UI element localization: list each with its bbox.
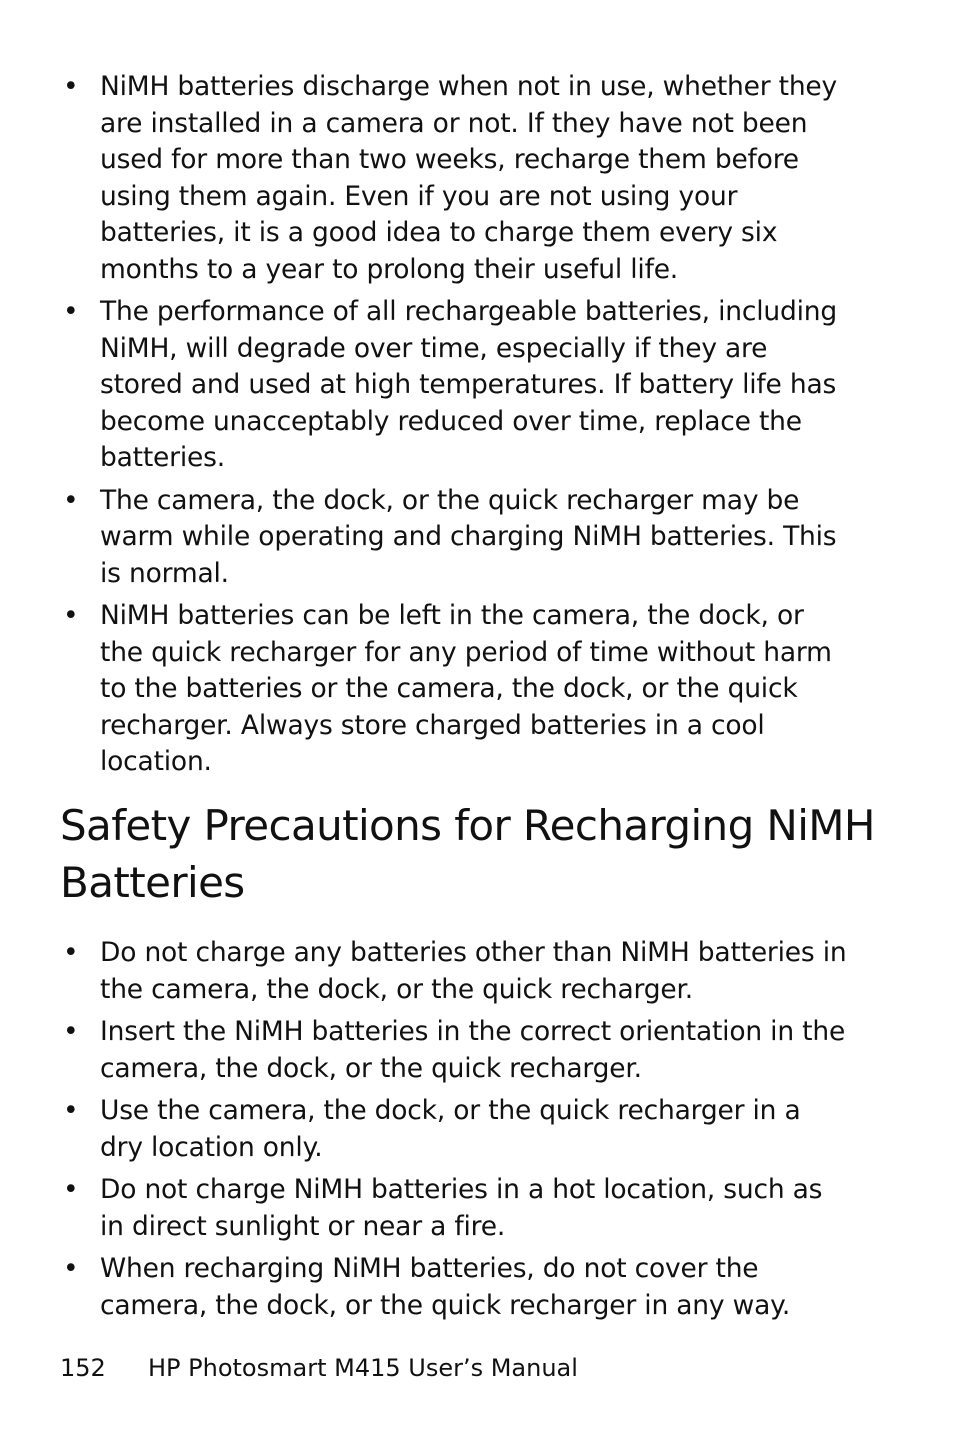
list-item-text: The camera, the dock, or the quick recharger may be warm while operating and charging NiMH batteries. This is normal. bbox=[100, 484, 837, 589]
list-item-text: Insert the NiMH batteries in the correct orientation in the camera, the dock, or the quick recharger. bbox=[100, 1016, 846, 1084]
list-item-text: Do not charge any batteries other than NiMH batteries in the camera, the dock, or the quick recharger. bbox=[100, 937, 847, 1005]
safety-precautions-list bbox=[60, 935, 850, 1330]
list-item bbox=[60, 69, 850, 288]
bullet: • bbox=[63, 1253, 79, 1284]
page-number: 152 bbox=[60, 1354, 106, 1382]
list-item bbox=[60, 1251, 850, 1324]
list-item bbox=[60, 483, 850, 593]
list-item bbox=[60, 1172, 850, 1245]
list-item-text: NiMH batteries discharge when not in use, whether they are installed in a camera or not. If they have not been used for more than two weeks, recharge them before using them again. Even if you are not using your batteries, it is a good idea to charge them every six months to a year to prolong their useful life. bbox=[100, 71, 838, 285]
list-item-text: The performance of all rechargeable batteries, including NiMH, will degrade over time, especially if they are stored and used at high temperatures. If battery life has become unacceptably reduced over time, replace the batteries. bbox=[100, 296, 837, 473]
list-item bbox=[60, 598, 850, 781]
battery-tips-list bbox=[60, 69, 850, 787]
list-item bbox=[60, 1093, 850, 1166]
list-item bbox=[60, 935, 850, 1008]
list-item-text: Use the camera, the dock, or the quick recharger in a dry location only. bbox=[100, 1095, 801, 1163]
list-item-text: Do not charge NiMH batteries in a hot location, such as in direct sunlight or near a fire. bbox=[100, 1174, 823, 1242]
bullet: • bbox=[63, 1016, 79, 1047]
bullet: • bbox=[63, 600, 79, 631]
list-item bbox=[60, 1014, 850, 1087]
manual-title: HP Photosmart M415 User’s Manual bbox=[148, 1354, 578, 1382]
bullet: • bbox=[63, 1174, 79, 1205]
bullet: • bbox=[63, 937, 79, 968]
section-heading: Safety Precautions for Recharging NiMH Batteries bbox=[60, 801, 875, 907]
list-item-text: NiMH batteries can be left in the camera, the dock, or the quick recharger for any period of time without harm to the batteries or the camera, the dock, or the quick recharger. Always store charged batteries in a cool location. bbox=[100, 600, 832, 777]
page-footer bbox=[60, 1352, 578, 1384]
bullet: • bbox=[63, 296, 79, 327]
list-item bbox=[60, 294, 850, 477]
list-item-text: When recharging NiMH batteries, do not cover the camera, the dock, or the quick recharger in any way. bbox=[100, 1253, 791, 1321]
bullet: • bbox=[63, 71, 79, 102]
bullet: • bbox=[63, 484, 79, 516]
bullet: • bbox=[63, 1095, 79, 1126]
